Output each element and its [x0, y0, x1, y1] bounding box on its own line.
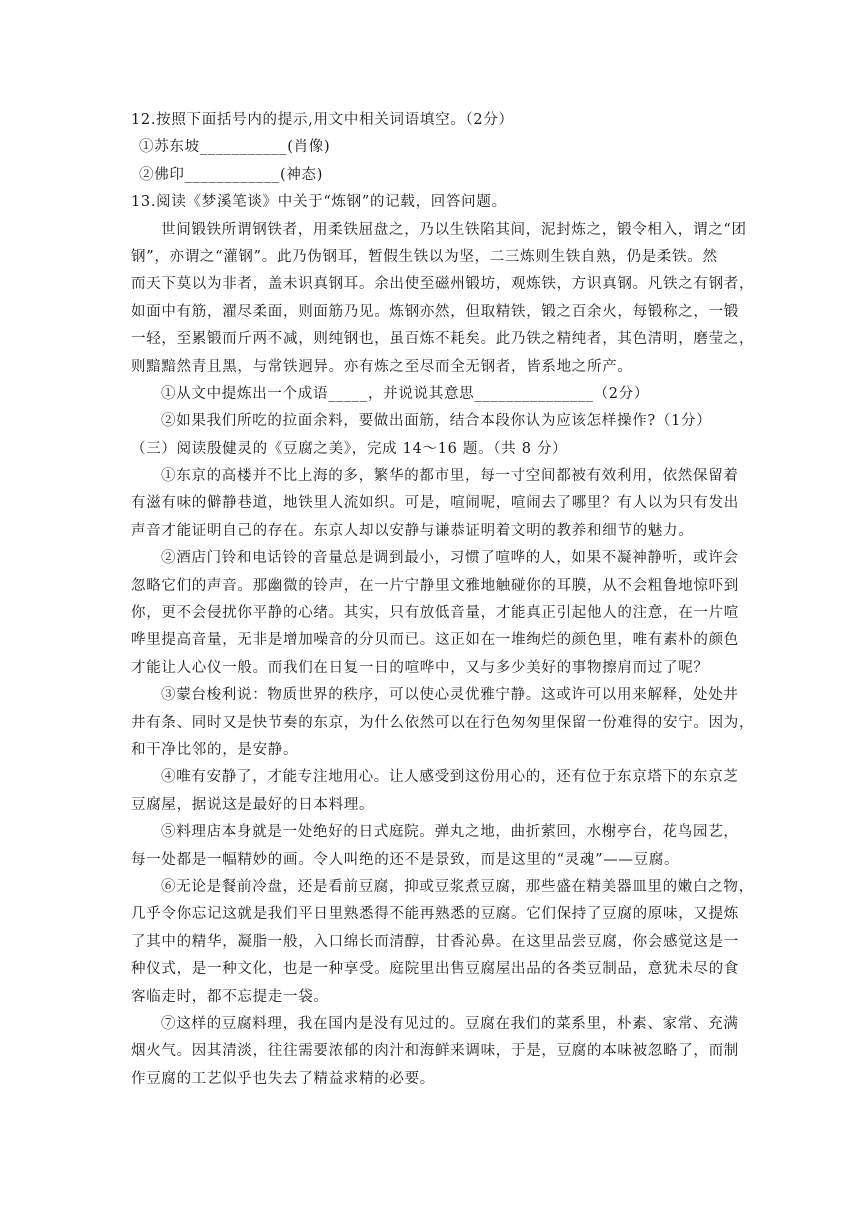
paragraph-5-line: 每一处都是一幅精妙的画。令人叫绝的还不是景致，而是这里的“灵魂”——豆腐。 — [131, 851, 680, 868]
question-12-item-2: ②佛印____________(神态) — [139, 166, 324, 183]
document-body — [131, 107, 771, 1093]
paragraph-6-line: ⑥无论是餐前冷盘，还是看前豆腐，抑或豆浆煮豆腐，那些盛在精美器皿里的嫩白之物， — [161, 878, 754, 895]
paragraph-4-line: 豆腐屋，据说这是最好的日本料理。 — [131, 796, 375, 813]
paragraph-3-line: 井有条、同时又是快节奏的东京，为什么依然可以在行色匆匆里保留一份难得的安宁。因为， — [131, 714, 755, 731]
question-12-prompt: 12.按照下面括号内的提示,用文中相关词语填空。（2分） — [131, 112, 514, 128]
paragraph-3-line: 和干净比邻的，是安静。 — [131, 741, 299, 758]
question-13-sub-1: ①从文中提炼出一个成语_____，并说说其意思_______________（2分） — [161, 385, 650, 402]
question-13-sub-2: ②如果我们所吃的拉面余料，要做出面筋，结合本段你认为应该怎样操作?（1分） — [161, 413, 712, 430]
paragraph-2-line: 你，更不会侵扰你平静的心绪。其实，只有放低音量，才能真正引起他人的注意，在一片喧 — [131, 605, 739, 622]
paragraph-1-line: 声音才能证明自己的存在。东京人却以安静与谦恭证明着文明的教养和细节的魅力。 — [131, 522, 694, 539]
paragraph-2-line: 才能让人心仪一般。而我们在日复一日的喧哗中，又与多少美好的事物擦肩而过了呢？ — [131, 659, 709, 676]
paragraph-7-line: ⑦这样的豆腐料理，我在国内是没有见过的。豆腐在我们的菜系里，朴素、家常、充满 — [161, 1015, 739, 1032]
q13-passage-line: 如面中有筋，濯尽柔面，则面筋乃见。炼钢亦然，但取精铁，锻之百余火，每锻称之，一锻 — [131, 303, 739, 320]
paragraph-6-line: 种仪式，是一种文化，也是一种享受。庭院里出售豆腐屋出品的各类豆制品，意犹未尽的食 — [131, 961, 739, 978]
section-3-heading: （三）阅读殷健灵的《豆腐之美》，完成 14～16 题。（共 8 分） — [131, 440, 568, 457]
question-13-prompt: 13.阅读《梦溪笔谈》中关于“炼钢”的记载，回答问题。 — [131, 194, 507, 211]
paragraph-6-line: 几乎令你忘记这就是我们平日里熟悉得不能再熟悉的豆腐。它们保持了豆腐的原味，又提炼 — [131, 906, 739, 923]
paragraph-3-line: ③蒙台梭利说：物质世界的秩序，可以使心灵优雅宁静。这或许可以用来解释，处处井 — [161, 687, 739, 704]
q13-passage-line: 而天下莫以为非者，盖未识真钢耳。余出使至磁州锻坊，观炼铁，方识真钢。凡铁之有钢者， — [131, 276, 755, 293]
paragraph-1-line: 有滋有味的僻静巷道，地铁里人流如织。可是，喧闹呢，喧闹去了哪里？有人以为只有发出 — [131, 495, 739, 512]
paragraph-2-line: 哗里提高音量，无非是增加噪音的分贝而已。这正如在一堆绚烂的颜色里，唯有素朴的颜色 — [131, 632, 739, 649]
paragraph-1-line: ①东京的高楼并不比上海的多，繁华的都市里，每一寸空间都被有效利用，依然保留着 — [161, 468, 739, 485]
paragraph-6-line: 了其中的精华，凝脂一般，入口绵长而清醇，甘香沁鼻。在这里品尝豆腐，你会感觉这是一 — [131, 933, 739, 950]
paragraph-6-line: 客临走时，都不忘提走一袋。 — [131, 988, 329, 1005]
paragraph-7-line: 烟火气。因其清淡，往往需要浓郁的肉汁和海鲜来调味，于是，豆腐的本味被忽略了，而制 — [131, 1043, 739, 1060]
q13-passage-line: 则黯黯然青且黑，与常铁迥异。亦有炼之至尽而全无钢者，皆系地之所产。 — [131, 358, 633, 375]
paragraph-5-line: ⑤料理店本身就是一处绝好的日式庭院。弹丸之地，曲折萦回，水榭亭台，花鸟园艺， — [161, 824, 739, 841]
question-12-item-1: ①苏东坡___________(肖像) — [139, 139, 331, 156]
q13-passage-line: 世间锻铁所谓钢铁者，用柔铁屈盘之，乃以生铁陷其间，泥封炼之，锻令相入，谓之“团 — [161, 221, 747, 238]
paragraph-7-line: 作豆腐的工艺似乎也失去了精益求精的必要。 — [131, 1070, 435, 1087]
paragraph-2-line: ②酒店门铃和电话铃的音量总是调到最小，习惯了喧哗的人，如果不凝神静听，或许会 — [161, 550, 739, 567]
paragraph-2-line: 忽略它们的声音。那幽微的铃声，在一片宁静里文雅地触碰你的耳膜，从不会粗鲁地惊吓到 — [131, 577, 739, 594]
q13-passage-line: 一轻，至累锻而斤两不减，则纯钢也，虽百炼不耗矣。此乃铁之精纯者，其色清明，磨莹之， — [131, 331, 755, 348]
paragraph-4-line: ④唯有安静了，才能专注地用心。让人感受到这份用心的，还有位于东京塔下的东京芝 — [161, 769, 739, 786]
q13-passage-line: 钢”，亦谓之“灌钢”。此乃伪钢耳，暂假生铁以为坚，二三炼则生铁自熟，仍是柔铁。然 — [131, 248, 718, 265]
